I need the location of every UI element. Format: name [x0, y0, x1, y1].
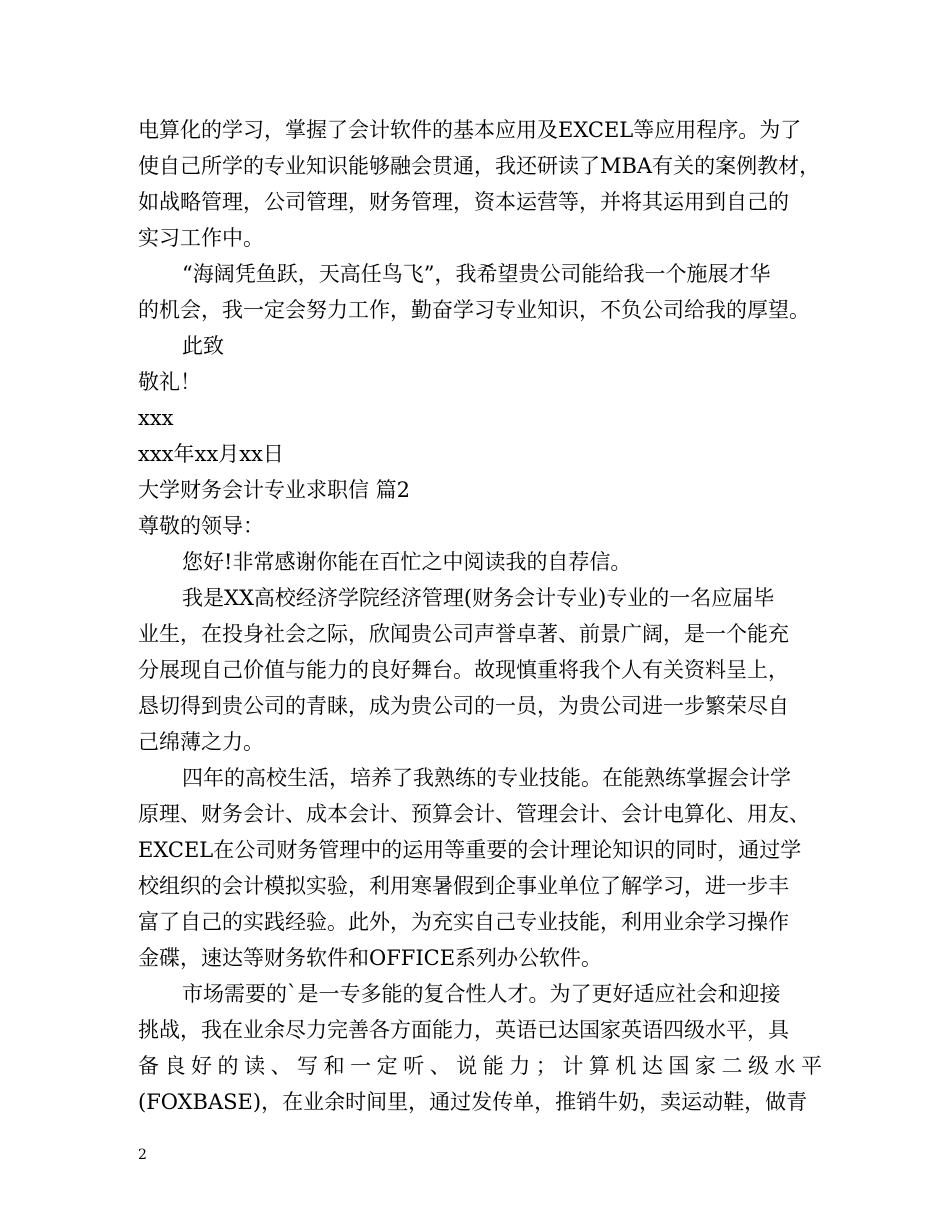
text-line: 使自己所学的专业知识能够融会贯通，我还研读了MBA有关的案例教材，	[138, 154, 821, 178]
text-line: 原理、财务会计、成本会计、预算会计、管理会计、会计电算化、用友、	[138, 802, 810, 826]
text-line: 我是XX高校经济学院经济管理(财务会计专业)专业的一名应届毕	[182, 586, 775, 610]
greeting: 尊敬的领导：	[138, 514, 264, 538]
section-title: 大学财务会计专业求职信 篇2	[138, 478, 411, 502]
text-line: 市场需要的`是一专多能的复合性人才。为了更好适应社会和迎接	[182, 982, 781, 1006]
text-line: 您好!非常感谢你能在百忙之中阅读我的自荐信。	[182, 550, 632, 574]
closing-salutation: 此致	[182, 334, 224, 358]
text-line: 恳切得到贵公司的青睐，成为贵公司的一员，为贵公司进一步繁荣尽自	[138, 694, 789, 718]
text-line: 己绵薄之力。	[138, 730, 264, 754]
text-line: (FOXBASE)，在业余时间里，通过发传单，推销牛奶，卖运动鞋，做青	[138, 1090, 808, 1114]
document-body	[138, 112, 822, 1120]
text-line: 分展现自己价值与能力的良好舞台。故现慎重将我个人有关资料呈上，	[138, 658, 789, 682]
text-line: 的机会，我一定会努力工作，勤奋学习专业知识，不负公司给我的厚望。	[138, 298, 810, 322]
text-line: EXCEL在公司财务管理中的运用等重要的会计理论知识的同时，通过学	[138, 838, 802, 862]
text-line: 校组织的会计模拟实验，利用寒暑假到企事业单位了解学习，进一步丰	[138, 874, 789, 898]
closing-regards: 敬礼！	[138, 370, 201, 394]
page-number: 2	[138, 1147, 147, 1163]
signature-name: xxx	[138, 406, 174, 430]
text-line: 富了自己的实践经验。此外，为充实自己专业技能，利用业余学习操作	[138, 910, 789, 934]
text-line: “海阔凭鱼跃，天高任鸟飞”，我希望贵公司能给我一个施展才华	[182, 262, 771, 286]
text-line: 电算化的学习，掌握了会计软件的基本应用及EXCEL等应用程序。为了	[138, 118, 802, 142]
text-line: 如战略管理，公司管理，财务管理，资本运营等，并将其运用到自己的	[138, 190, 789, 214]
text-line: 四年的高校生活，培养了我熟练的专业技能。在能熟练掌握会计学	[182, 766, 791, 790]
text-line: 实习工作中。	[138, 226, 264, 250]
text-line: 业生，在投身社会之际，欣闻贵公司声誉卓著、前景广阔，是一个能充	[138, 622, 789, 646]
text-line: 备良好的读、写和一定听、说能力；计算机达国家二级水平	[138, 1054, 822, 1078]
text-line: 挑战，我在业余尽力完善各方面能力，英语已达国家英语四级水平，具	[138, 1018, 789, 1042]
signature-date: xxx年xx月xx日	[138, 442, 284, 466]
text-line: 金碟，速达等财务软件和OFFICE系列办公软件。	[138, 946, 603, 970]
